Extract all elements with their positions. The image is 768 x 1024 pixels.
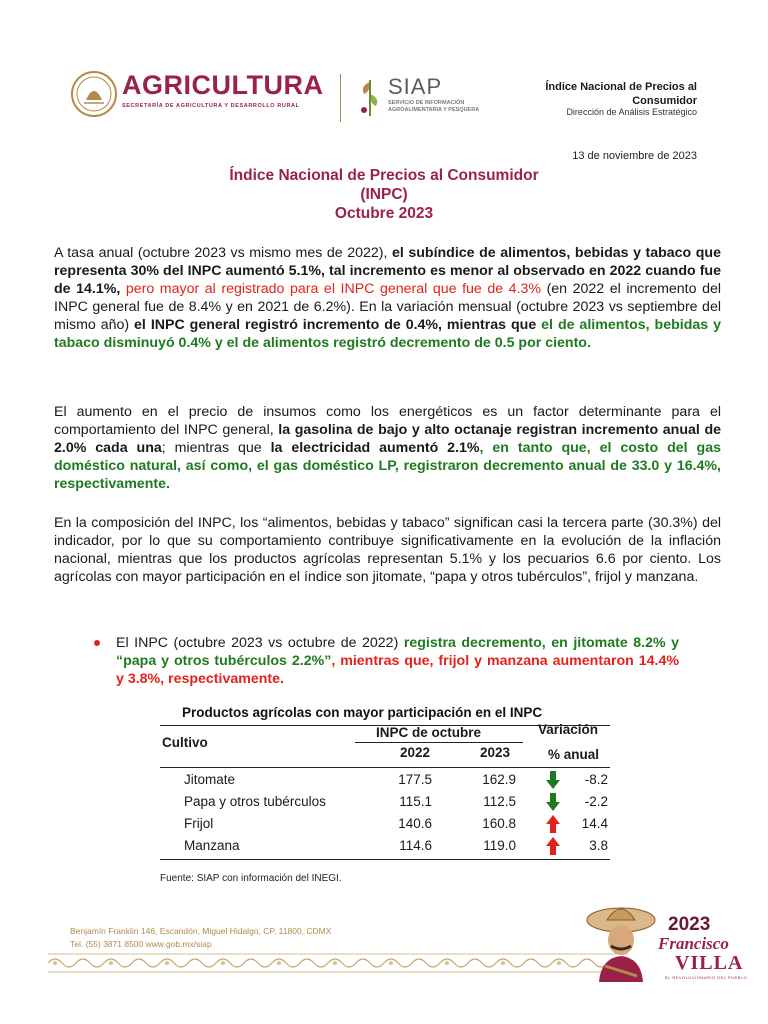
bullet-red: , mientras que, frijol y manzana aumentaron 14.4% y 3.8%, respectivamente. [116,653,679,687]
decorative-border [48,952,628,974]
footer-address [70,925,331,951]
footer-contact-line: Tel. (55) 3871 8500 www.gob.mx/siap [70,939,212,949]
col-header-inpc: INPC de octubre [376,725,482,740]
paragraph-1 [54,244,721,352]
bullet-text: El INPC (octubre 2023 vs octubre de 2022) [116,635,404,651]
col-header-2022: 2022 [400,745,431,760]
logo-divider [340,74,341,122]
cell-cultivo: Frijol [184,816,214,831]
p1-bold-2: el INPC general registró incremento de 0.4%, mientras que [134,317,537,333]
bullet-item [116,634,679,688]
bullet-green: registra decremento, en jitomate 8.2% y “papa y otros tubérculos 2.2%” [116,635,679,669]
cell-variacion: -8.2 [584,772,608,787]
villa-tagline: EL REVOLUCIONARIO DEL PUEBLO [665,975,748,980]
title-line-3: Octubre 2023 [334,205,434,222]
footer-address-line: Benjamín Franklin 146, Escandón, Miguel Hidalgo, CP. 11800, CDMX [70,926,332,936]
cell-2023: 112.5 [483,794,516,809]
mexico-seal-icon [70,70,118,118]
siap-leaf-icon [356,76,384,120]
p1-text-2: (en 2022 el incremento del INPC general fue de 8.4% y en 2021 de 6.2%). En la variación mensual (octubre 2023 vs septiembre del mismo año) [54,281,721,333]
page-title [0,166,768,223]
p2-text: El aumento en el precio de insumos como los energéticos es un factor determinante para el comportamiento del INPC general, [54,404,721,438]
title-line-2: (INPC) [360,186,408,203]
cell-2022: 140.6 [398,816,432,831]
col-header-pct-anual: % anual [548,747,600,762]
paragraph-3: En la composición del INPC, los “alimentos, bebidas y tabaco” significan casi la tercera parte (30.3%) del indicador, por lo que su comportamiento contribuye significativamente en la evolución de la inflación nacional, mientras que los productos agrícolas representan 5.1% y los pecuarios 6.6 por ciento. Los agrícolas con mayor participación en el índice son jitomate, “papa y otros tubérculos”, frijol y manzana. [54,515,721,585]
bullet-dot [94,640,100,646]
cell-2022: 177.5 [398,772,432,787]
agricultura-logo: AGRICULTURA [122,70,324,100]
table-title: Productos agrícolas con mayor participación en el INPC [182,705,543,720]
document-header-title: Índice Nacional de Precios al Consumidor [545,81,697,108]
agricultura-subtitle: SECRETARÍA DE AGRICULTURA Y DESARROLLO RURAL [122,103,300,109]
arrow-up-icon [546,837,560,855]
cell-2023: 119.0 [483,838,516,853]
p2-bold: la gasolina de bajo y alto octanaje registran incremento anual de 2.0% cada una [54,422,721,456]
cell-2023: 162.9 [482,772,516,787]
document-date: 13 de noviembre de 2023 [572,150,697,162]
francisco-villa-portrait [585,902,657,982]
villa-year: 2023 [668,914,711,935]
p1-red: pero mayor al registrado para el INPC general que fue de 4.3% [120,281,542,297]
villa-name-first: Francisco [658,934,729,953]
arrow-up-icon [546,815,560,833]
cell-cultivo: Manzana [184,838,240,853]
title-line-1: Índice Nacional de Precios al Consumidor [229,167,539,184]
table-inpc-rule [355,742,523,743]
cell-2023: 160.8 [482,816,516,831]
cell-variacion: -2.2 [584,794,608,809]
p2-green: , en tanto que, el costo del gas doméstico natural, así como, el gas doméstico LP, registraron decremento anual de 33.0 y 16.4%, respectivamente. [54,440,721,492]
col-header-variacion: Variación [538,722,599,737]
cell-variacion: 14.4 [581,816,608,831]
table-header-rule [160,767,610,768]
p2-text-2: ; mientras que [161,440,271,456]
cell-variacion: 3.8 [589,838,608,853]
table-source: Fuente: SIAP con información del INEGI. [160,873,342,884]
cell-2022: 115.1 [399,794,432,809]
siap-logo: SIAP [388,74,443,99]
arrow-down-icon [546,793,560,811]
p1-bold: el subíndice de alimentos, bebidas y tabaco que representa 30% del INPC aumentó 5.1%, tal incremento es menor al observado en 2022 cuando fue de 14.1%, [54,245,721,297]
p2-bold-2: la electricidad aumentó 2.1% [270,440,480,456]
col-header-cultivo: Cultivo [162,735,208,750]
villa-name-last: VILLA [675,952,744,974]
siap-subtitle: SERVICIO DE INFORMACIÓN AGROALIMENTARIA Y PESQUERA [388,100,480,113]
table-bottom-rule [160,859,610,860]
paragraph-2 [54,403,721,493]
col-header-2023: 2023 [480,745,511,760]
cell-cultivo: Jitomate [184,772,236,787]
cell-2022: 114.6 [399,838,432,853]
cell-cultivo: Papa y otros tubérculos [184,794,326,809]
arrow-down-icon [546,771,560,789]
document-header-department: Dirección de Análisis Estratégico [566,107,697,117]
p1-text: A tasa anual (octubre 2023 vs mismo mes de 2022), [54,245,392,261]
p1-green: el de alimentos, bebidas y tabaco disminuyó 0.4% y el de alimentos registró decremento de 0.5 por ciento. [54,317,721,351]
